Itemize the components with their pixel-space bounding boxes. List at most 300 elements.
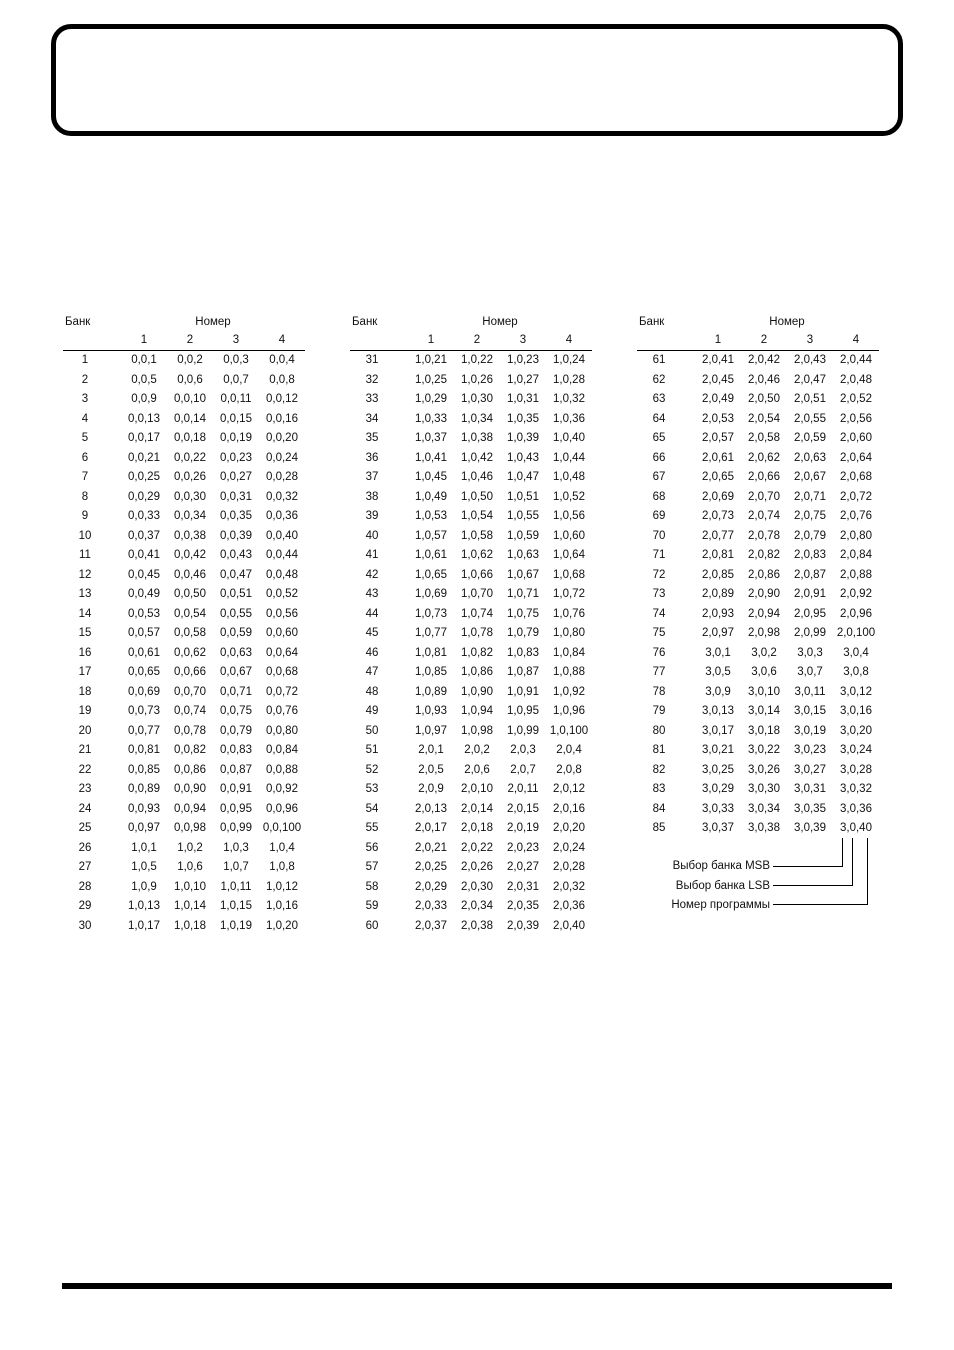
bank-number-cell: 33 (365, 393, 379, 405)
table-row (63, 527, 305, 547)
program-value-cell: 1,0,43 (507, 451, 539, 464)
bank-number-cell: 80 (652, 724, 666, 737)
program-value-cell: 0,0,4 (269, 354, 295, 366)
table-row (350, 351, 592, 371)
bank-number-cell: 65 (652, 432, 666, 444)
program-value-cell: 2,0,57 (702, 432, 734, 444)
spacer-cell (394, 917, 408, 937)
program-value-cell: 1,0,83 (507, 646, 539, 659)
spacer-cell (394, 566, 408, 586)
program-value-cell: 0,0,83 (220, 744, 252, 756)
bank-number-cell: 72 (652, 568, 666, 581)
program-value-cell: 1,0,5 (131, 861, 157, 873)
program-value-cell: 0,0,17 (128, 432, 160, 444)
col-header-3: 3 (787, 331, 833, 351)
program-value-cell: 3,0,37 (702, 822, 734, 834)
table-row (637, 390, 879, 410)
program-value-cell: 0,0,80 (266, 724, 298, 737)
program-value-cell: 2,0,88 (840, 568, 872, 581)
program-value-cell: 0,0,96 (266, 802, 298, 815)
legend-msb-label: Выбор банка MSB (672, 860, 770, 872)
program-value-cell: 3,0,12 (840, 685, 872, 698)
program-value-cell: 2,0,2 (464, 744, 490, 756)
program-value-cell: 0,0,28 (266, 471, 298, 483)
program-value-cell: 0,0,14 (174, 412, 206, 425)
program-value-cell: 2,0,8 (556, 763, 582, 776)
col-header-3: 3 (213, 331, 259, 351)
table-row (637, 624, 879, 644)
program-value-cell: 2,0,45 (702, 373, 734, 386)
program-value-cell: 0,0,57 (128, 627, 160, 639)
spacer-cell (681, 683, 695, 703)
program-value-cell: 0,0,41 (128, 549, 160, 561)
program-value-cell: 3,0,5 (705, 666, 731, 678)
program-value-cell: 1,0,9 (131, 880, 157, 893)
program-value-cell: 1,0,91 (507, 685, 539, 698)
program-value-cell: 0,0,51 (220, 588, 252, 600)
table-row (637, 468, 879, 488)
table-row (63, 410, 305, 430)
bank-number-cell: 70 (652, 529, 666, 542)
program-value-cell: 2,0,54 (748, 412, 780, 425)
program-value-cell: 1,0,75 (507, 607, 539, 620)
program-value-cell: 3,0,32 (840, 783, 872, 795)
program-value-cell: 2,0,72 (840, 490, 872, 503)
bank-section-3 (637, 313, 879, 839)
bank-number-cell: 66 (652, 451, 666, 464)
bank-number-cell: 42 (365, 568, 379, 581)
table-row (350, 878, 592, 898)
program-value-cell: 2,0,96 (840, 607, 872, 620)
table-row (350, 527, 592, 547)
program-value-cell: 1,0,85 (415, 666, 447, 678)
spacer-cell (107, 780, 121, 800)
table-row (63, 819, 305, 839)
spacer-cell (107, 722, 121, 742)
bank-section-2 (350, 313, 592, 936)
spacer-cell (107, 585, 121, 605)
program-value-cell: 0,0,50 (174, 588, 206, 600)
spacer-cell (394, 605, 408, 625)
bank-number-cell: 63 (652, 393, 666, 405)
program-value-cell: 2,0,47 (794, 373, 826, 386)
table-row (63, 702, 305, 722)
spacer-cell (394, 390, 408, 410)
program-value-cell: 2,0,97 (702, 627, 734, 639)
program-value-cell: 1,0,61 (415, 549, 447, 561)
program-value-cell: 1,0,1 (131, 841, 157, 854)
program-value-cell: 1,0,63 (507, 549, 539, 561)
col-header-2: 2 (741, 331, 787, 351)
program-value-cell: 1,0,6 (177, 861, 203, 873)
program-value-cell: 0,0,76 (266, 705, 298, 717)
spacer-cell (681, 644, 695, 664)
program-value-cell: 0,0,58 (174, 627, 206, 639)
program-value-cell: 1,0,79 (507, 627, 539, 639)
spacer-cell (681, 663, 695, 683)
spacer-cell (681, 624, 695, 644)
spacer-cell (681, 429, 695, 449)
program-value-cell: 1,0,23 (507, 354, 539, 366)
program-value-cell: 0,0,24 (266, 451, 298, 464)
spacer-cell (394, 546, 408, 566)
program-value-cell: 2,0,42 (748, 354, 780, 366)
spacer-cell (394, 722, 408, 742)
program-value-cell: 3,0,23 (794, 744, 826, 756)
table-row (350, 488, 592, 508)
bank-number-cell: 19 (78, 705, 92, 717)
spacer-cell (681, 741, 695, 761)
program-value-cell: 2,0,59 (794, 432, 826, 444)
program-value-cell: 1,0,54 (461, 510, 493, 522)
bank-number-cell: 2 (81, 373, 89, 386)
program-value-cell: 2,0,16 (553, 802, 585, 815)
table-row (350, 507, 592, 527)
program-value-cell: 3,0,17 (702, 724, 734, 737)
spacer-cell (107, 878, 121, 898)
program-value-cell: 0,0,78 (174, 724, 206, 737)
col-header-4: 4 (833, 331, 879, 351)
program-value-cell: 2,0,66 (748, 471, 780, 483)
spacer-cell (107, 819, 121, 839)
program-value-cell: 3,0,25 (702, 763, 734, 776)
program-value-cell: 1,0,31 (507, 393, 539, 405)
program-value-cell: 2,0,65 (702, 471, 734, 483)
program-value-cell: 0,0,75 (220, 705, 252, 717)
table-row (637, 663, 879, 683)
spacer-cell (394, 839, 408, 859)
program-value-cell: 0,0,63 (220, 646, 252, 659)
spacer-cell (107, 605, 121, 625)
program-value-cell: 2,0,87 (794, 568, 826, 581)
program-value-cell: 2,0,23 (507, 841, 539, 854)
program-value-cell: 1,0,66 (461, 568, 493, 581)
table-row (637, 605, 879, 625)
program-value-cell: 2,0,83 (794, 549, 826, 561)
bank-number-cell: 56 (365, 841, 379, 854)
col-header-4: 4 (259, 331, 305, 351)
program-value-cell: 2,0,15 (507, 802, 539, 815)
bank-number-cell: 26 (78, 841, 92, 854)
program-value-cell: 2,0,51 (794, 393, 826, 405)
program-value-cell: 1,0,45 (415, 471, 447, 483)
bank-number-cell: 75 (652, 627, 666, 639)
table-row (350, 566, 592, 586)
program-value-cell: 1,0,13 (128, 900, 160, 912)
spacer-cell (394, 897, 408, 917)
program-value-cell: 1,0,17 (128, 919, 160, 932)
table-row (350, 897, 592, 917)
program-value-cell: 1,0,37 (415, 432, 447, 444)
program-value-cell: 1,0,15 (220, 900, 252, 912)
program-value-cell: 0,0,59 (220, 627, 252, 639)
spacer-cell (681, 585, 695, 605)
program-value-cell: 2,0,93 (702, 607, 734, 620)
program-value-cell: 3,0,11 (794, 685, 826, 698)
program-value-cell: 1,0,41 (415, 451, 447, 464)
program-value-cell: 0,0,15 (220, 412, 252, 425)
program-value-cell: 2,0,60 (840, 432, 872, 444)
spacer-cell (107, 371, 121, 391)
table-row (63, 917, 305, 937)
bank-number-cell: 9 (81, 510, 89, 522)
program-value-cell: 3,0,3 (797, 646, 823, 659)
bank-number-cell: 20 (78, 724, 92, 737)
program-value-cell: 0,0,32 (266, 490, 298, 503)
bank-number-cell: 32 (365, 373, 379, 386)
bank-number-cell: 48 (365, 685, 379, 698)
table-row (350, 819, 592, 839)
bank-number-cell: 7 (81, 471, 89, 483)
bank-number-cell: 85 (652, 822, 666, 834)
program-value-cell: 1,0,24 (553, 354, 585, 366)
program-value-cell: 2,0,5 (418, 763, 444, 776)
program-value-cell: 2,0,82 (748, 549, 780, 561)
program-value-cell: 2,0,64 (840, 451, 872, 464)
bank-number-cell: 83 (652, 783, 666, 795)
spacer-cell (394, 780, 408, 800)
program-value-cell: 2,0,18 (461, 822, 493, 834)
table-row (637, 371, 879, 391)
program-value-cell: 1,0,36 (553, 412, 585, 425)
program-value-cell: 2,0,29 (415, 880, 447, 893)
bank-number-cell: 34 (365, 412, 379, 425)
col-header-1: 1 (121, 331, 167, 351)
program-value-cell: 2,0,78 (748, 529, 780, 542)
program-value-cell: 1,0,77 (415, 627, 447, 639)
spacer-cell (394, 819, 408, 839)
spacer-cell (394, 878, 408, 898)
legend-program-riser (867, 838, 868, 905)
program-value-cell: 1,0,86 (461, 666, 493, 678)
spacer-cell (681, 702, 695, 722)
program-value-cell: 2,0,69 (702, 490, 734, 503)
program-value-cell: 0,0,34 (174, 510, 206, 522)
bank-number-cell: 25 (78, 822, 92, 834)
program-value-cell: 3,0,7 (797, 666, 823, 678)
program-value-cell: 1,0,26 (461, 373, 493, 386)
spacer-cell (681, 371, 695, 391)
program-value-cell: 0,0,72 (266, 685, 298, 698)
table-row (63, 897, 305, 917)
bank-table-1 (63, 313, 305, 936)
bank-number-cell: 84 (652, 802, 666, 815)
program-value-cell: 0,0,64 (266, 646, 298, 659)
table-row (63, 488, 305, 508)
program-value-cell: 0,0,99 (220, 822, 252, 834)
program-value-cell: 2,0,84 (840, 549, 872, 561)
table-row (350, 917, 592, 937)
program-value-cell: 0,0,69 (128, 685, 160, 698)
spacer-cell (107, 858, 121, 878)
program-value-cell: 0,0,44 (266, 549, 298, 561)
program-value-cell: 1,0,64 (553, 549, 585, 561)
bank-number-cell: 57 (365, 861, 379, 873)
program-value-cell: 2,0,20 (553, 822, 585, 834)
bank-number-cell: 49 (365, 705, 379, 717)
bank-table-2 (350, 313, 592, 936)
table-row (63, 351, 305, 371)
table-row (350, 800, 592, 820)
program-value-cell: 2,0,10 (461, 783, 493, 795)
program-value-cell: 1,0,20 (266, 919, 298, 932)
col-header-3: 3 (500, 331, 546, 351)
program-value-cell: 0,0,12 (266, 393, 298, 405)
program-value-cell: 2,0,79 (794, 529, 826, 542)
bank-number-cell: 40 (365, 529, 379, 542)
program-value-cell: 0,0,30 (174, 490, 206, 503)
program-value-cell: 0,0,18 (174, 432, 206, 444)
program-value-cell: 3,0,40 (840, 822, 872, 834)
spacer-cell (394, 858, 408, 878)
program-value-cell: 1,0,48 (553, 471, 585, 483)
program-value-cell: 1,0,59 (507, 529, 539, 542)
bank-number-cell: 27 (78, 861, 92, 873)
program-value-cell: 0,0,60 (266, 627, 298, 639)
bank-section-1 (63, 313, 305, 936)
program-value-cell: 2,0,68 (840, 471, 872, 483)
spacer-cell (681, 761, 695, 781)
bank-number-cell: 17 (78, 666, 92, 678)
program-value-cell: 3,0,1 (705, 646, 731, 659)
program-value-cell: 0,0,23 (220, 451, 252, 464)
program-value-cell: 0,0,90 (174, 783, 206, 795)
legend-program-label: Номер программы (671, 899, 770, 911)
spacer-cell (681, 722, 695, 742)
table-row (350, 468, 592, 488)
program-value-cell: 0,0,36 (266, 510, 298, 522)
spacer-cell (394, 644, 408, 664)
program-value-cell: 0,0,68 (266, 666, 298, 678)
bank-number-cell: 51 (365, 744, 379, 756)
program-value-cell: 1,0,98 (461, 724, 493, 737)
table-row (350, 644, 592, 664)
spacer-cell (107, 897, 121, 917)
program-value-cell: 0,0,11 (220, 393, 252, 405)
program-value-cell: 0,0,49 (128, 588, 160, 600)
col-header-4: 4 (546, 331, 592, 351)
bank-number-cell: 35 (365, 432, 379, 444)
program-value-cell: 3,0,6 (751, 666, 777, 678)
program-value-cell: 3,0,39 (794, 822, 826, 834)
program-value-cell: 2,0,30 (461, 880, 493, 893)
program-value-cell: 0,0,86 (174, 763, 206, 776)
program-value-cell: 1,0,4 (269, 841, 295, 854)
program-value-cell: 1,0,44 (553, 451, 585, 464)
program-value-cell: 0,0,93 (128, 802, 160, 815)
table-row (63, 507, 305, 527)
bank-number-cell: 31 (365, 354, 379, 366)
program-value-cell: 2,0,26 (461, 861, 493, 873)
program-value-cell: 0,0,98 (174, 822, 206, 834)
program-value-cell: 0,0,91 (220, 783, 252, 795)
spacer-cell (107, 429, 121, 449)
spacer-cell (107, 527, 121, 547)
table-row (63, 858, 305, 878)
bank-number-cell: 28 (78, 880, 92, 893)
bank-number-cell: 60 (365, 919, 379, 932)
table-row (350, 624, 592, 644)
program-value-cell: 2,0,50 (748, 393, 780, 405)
program-value-cell: 1,0,2 (177, 841, 203, 854)
program-value-cell: 2,0,28 (553, 861, 585, 873)
program-value-cell: 0,0,8 (269, 373, 295, 386)
program-value-cell: 3,0,24 (840, 744, 872, 756)
table-row (350, 390, 592, 410)
program-value-cell: 1,0,100 (549, 724, 589, 737)
bank-number-cell: 67 (652, 471, 666, 483)
program-value-cell: 1,0,21 (415, 354, 447, 366)
program-value-cell: 2,0,74 (748, 510, 780, 522)
program-value-cell: 3,0,10 (748, 685, 780, 698)
program-value-cell: 3,0,9 (705, 685, 731, 698)
table-row (63, 449, 305, 469)
program-value-cell: 2,0,61 (702, 451, 734, 464)
program-value-cell: 2,0,43 (794, 354, 826, 366)
bank-number-cell: 24 (78, 802, 92, 815)
footer-rule (62, 1283, 892, 1289)
program-value-cell: 2,0,56 (840, 412, 872, 425)
program-value-cell: 0,0,19 (220, 432, 252, 444)
program-value-cell: 3,0,26 (748, 763, 780, 776)
table-row (637, 410, 879, 430)
program-value-cell: 2,0,21 (415, 841, 447, 854)
program-value-cell: 1,0,47 (507, 471, 539, 483)
program-value-cell: 2,0,40 (553, 919, 585, 932)
bank-number-cell: 46 (365, 646, 379, 659)
program-value-cell: 3,0,4 (843, 646, 869, 659)
bank-number-cell: 37 (365, 471, 379, 483)
bank-number-cell: 73 (652, 588, 666, 600)
program-value-cell: 1,0,60 (553, 529, 585, 542)
program-value-cell: 2,0,44 (840, 354, 872, 366)
bank-number-cell: 41 (365, 549, 379, 561)
program-value-cell: 2,0,67 (794, 471, 826, 483)
program-value-cell: 1,0,39 (507, 432, 539, 444)
program-value-cell: 1,0,57 (415, 529, 447, 542)
bank-number-cell: 47 (365, 666, 379, 678)
table-row (63, 683, 305, 703)
spacer-cell (394, 488, 408, 508)
bank-number-cell: 6 (81, 451, 89, 464)
bank-number-cell: 52 (365, 763, 379, 776)
program-value-cell: 2,0,6 (464, 763, 490, 776)
program-value-cell: 0,0,33 (128, 510, 160, 522)
program-value-cell: 0,0,6 (177, 373, 203, 386)
program-value-cell: 1,0,78 (461, 627, 493, 639)
title-box (51, 24, 903, 136)
spacer-cell (681, 351, 695, 371)
table-row (350, 605, 592, 625)
program-value-cell: 1,0,33 (415, 412, 447, 425)
program-value-cell: 0,0,84 (266, 744, 298, 756)
program-value-cell: 0,0,61 (128, 646, 160, 659)
table-row (637, 722, 879, 742)
program-value-cell: 3,0,18 (748, 724, 780, 737)
program-value-cell: 1,0,49 (415, 490, 447, 503)
program-value-cell: 0,0,31 (220, 490, 252, 503)
program-value-cell: 0,0,39 (220, 529, 252, 542)
table-row (350, 858, 592, 878)
spacer-cell (681, 449, 695, 469)
program-value-cell: 2,0,98 (748, 627, 780, 639)
program-value-cell: 1,0,68 (553, 568, 585, 581)
program-value-cell: 0,0,25 (128, 471, 160, 483)
legend-program-leader (773, 904, 868, 905)
table-row (63, 800, 305, 820)
program-value-cell: 0,0,9 (131, 393, 157, 405)
program-value-cell: 1,0,93 (415, 705, 447, 717)
